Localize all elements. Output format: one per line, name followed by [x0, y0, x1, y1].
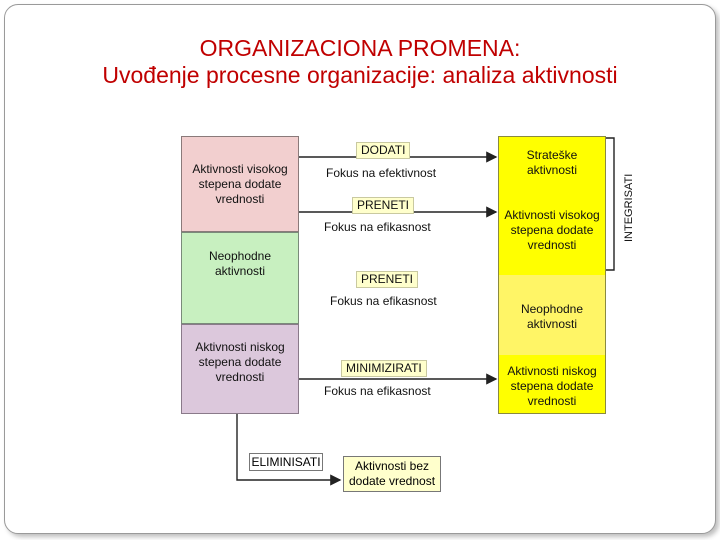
add-label: DODATI — [356, 142, 410, 159]
left-high-value-label: Aktivnosti visokog stepena dodate vrednosti — [192, 161, 288, 206]
slide-title: ORGANIZACIONA PROMENA: — [199, 35, 521, 61]
slide-subtitle: Uvođenje procesne organizacije: analiza aktivnosti — [102, 62, 618, 88]
right-strategic-label: Strateške aktivnosti — [526, 148, 578, 177]
transfer-1-label: PRENETI — [352, 197, 414, 214]
right-low-value-label: Aktivnosti niskog stepena dodate vrednosti — [507, 363, 597, 408]
focus-efficiency-2-label: Fokus na efikasnost — [330, 294, 437, 308]
eliminate-box: ELIMINISATI — [249, 453, 323, 471]
integrate-bracket — [606, 138, 614, 270]
transfer-2-label: PRENETI — [356, 271, 418, 288]
left-necessary-label: Neophodne aktivnosti — [208, 249, 272, 278]
integrate-label — [620, 224, 640, 242]
focus-effective-label: Fokus na efektivnost — [326, 166, 437, 180]
minimize-label: MINIMIZIRATI — [341, 360, 427, 377]
left-low-value-label: Aktivnosti niskog stepena dodate vrednosti — [195, 339, 285, 384]
no-value-box: Aktivnosti bez dodate vrednost — [343, 456, 441, 492]
focus-efficiency-3-label: Fokus na efikasnost — [324, 384, 431, 398]
right-high-value-label: Aktivnosti visokog stepena dodate vrednosti — [504, 207, 600, 252]
right-necessary-label: Neophodne aktivnosti — [520, 302, 584, 331]
focus-efficiency-1-label: Fokus na efikasnost — [324, 220, 431, 234]
